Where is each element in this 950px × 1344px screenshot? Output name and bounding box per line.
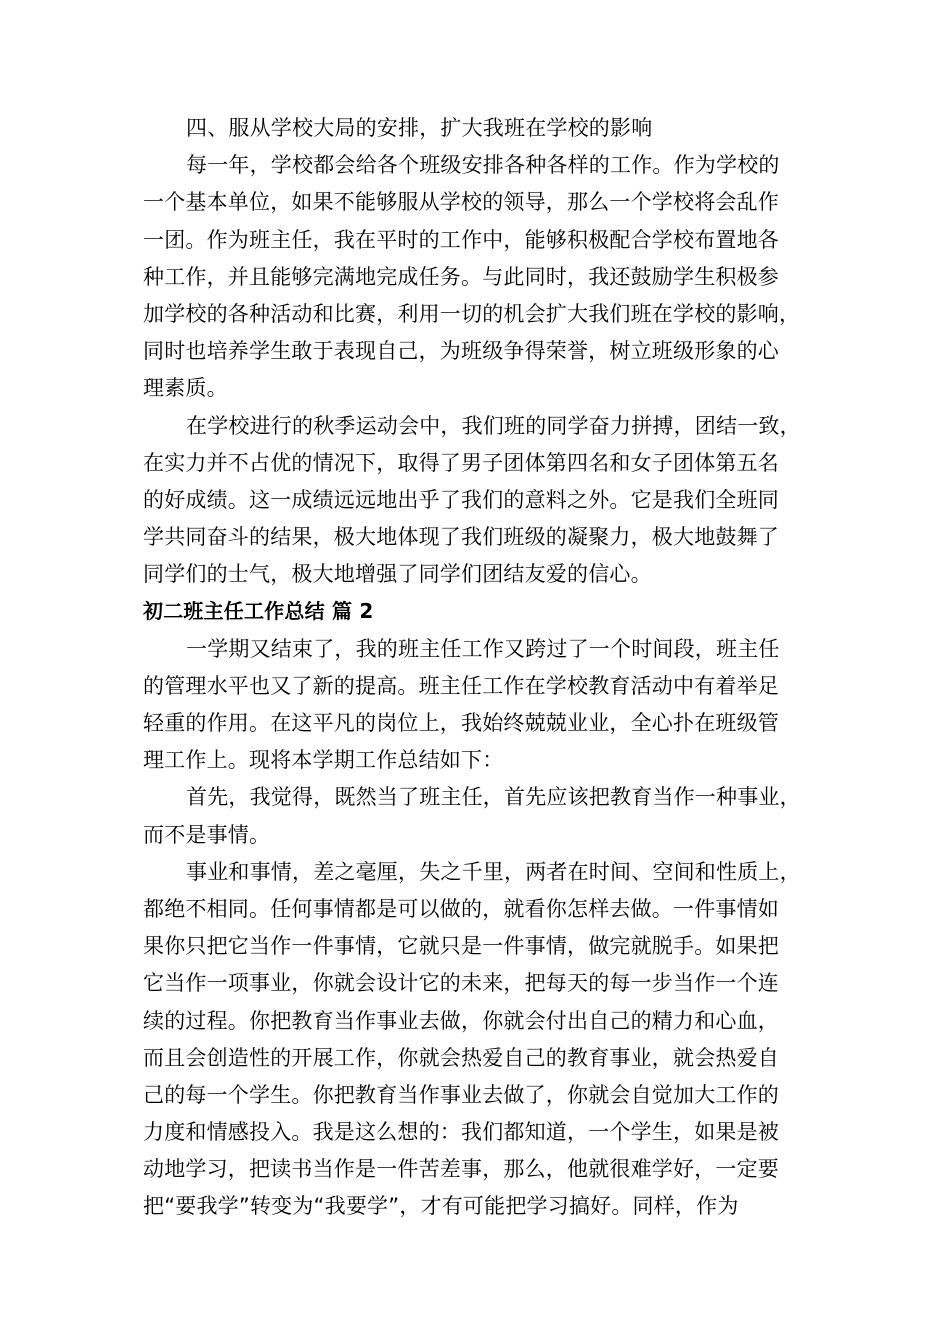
paragraph-line: 而不是事情。: [143, 822, 271, 847]
paragraph-line: 在学校进行的秋季运动会中，我们班的同学奋力拼搏，团结一致，: [186, 413, 801, 438]
paragraph-line: 的管理水平也又了新的提高。班主任工作在学校教育活动中有着举足: [143, 673, 779, 698]
paragraph-line: 动地学习，把读书当作是一件苦差事，那么，他就很难学好，一定要: [143, 1157, 779, 1182]
paragraph-line: 加学校的各种活动和比赛，利用一切的机会扩大我们班在学校的影响，: [143, 301, 801, 326]
paragraph-line: 一学期又结束了，我的班主任工作又跨过了一个时间段，班主任: [186, 636, 780, 661]
paragraph-line: 理工作上。现将本学期工作总结如下：: [143, 748, 504, 773]
paragraph-line: 一团。作为班主任，我在平时的工作中，能够积极配合学校布置地各: [143, 227, 779, 252]
paragraph-line: 学共同奋斗的结果，极大地体现了我们班级的凝聚力，极大地鼓舞了: [143, 525, 779, 550]
paragraph-line: 它当作一项事业，你就会设计它的未来，把每天的每一步当作一个连: [143, 971, 779, 996]
paragraph-line: 同时也培养学生敢于表现自己，为班级争得荣誉，树立班级形象的心: [143, 339, 779, 364]
paragraph-line: 的好成绩。这一成绩远远地出乎了我们的意料之外。它是我们全班同: [143, 487, 779, 512]
paragraph-line: 事业和事情，差之毫厘，失之千里，两者在时间、空间和性质上，: [186, 859, 801, 884]
paragraph-line: 都绝不相同。任何事情都是可以做的，就看你怎样去做。一件事情如: [143, 896, 779, 921]
article-title: 初二班主任工作总结 篇 2: [143, 599, 374, 624]
paragraph-line: 己的每一个学生。你把教育当作事业去做了，你就会自觉加大工作的: [143, 1082, 779, 1107]
paragraph-line: 而且会创造性的开展工作，你就会热爱自己的教育事业，就会热爱自: [143, 1045, 779, 1070]
document-body: [143, 110, 823, 1226]
paragraph-line: 每一年，学校都会给各个班级安排各种各样的工作。作为学校的: [186, 153, 780, 178]
paragraph-line: 续的过程。你把教育当作事业去做，你就会付出自己的精力和心血，: [143, 1008, 779, 1033]
paragraph-line: 种工作，并且能够完满地完成任务。与此同时，我还鼓励学生积极参: [143, 264, 779, 289]
paragraph-line: 轻重的作用。在这平凡的岗位上，我始终兢兢业业，全心扑在班级管: [143, 711, 779, 735]
section-heading: 四、服从学校大局的安排，扩大我班在学校的影响: [186, 116, 653, 140]
paragraph-line: 理素质。: [143, 376, 228, 401]
paragraph-line: 一个基本单位，如果不能够服从学校的领导，那么一个学校将会乱作: [143, 190, 779, 215]
paragraph-line: 首先，我觉得，既然当了班主任，首先应该把教育当作一种事业，: [186, 785, 801, 810]
paragraph-line: 同学们的士气，极大地增强了同学们团结友爱的信心。: [143, 562, 652, 587]
paragraph-line: 把“要我学”转变为“我要学”，才有可能把学习搞好。同样，作为: [143, 1194, 739, 1219]
paragraph-line: 在实力并不占优的情况下，取得了男子团体第四名和女子团体第五名: [143, 450, 779, 475]
paragraph-line: 力度和情感投入。我是这么想的：我们都知道，一个学生，如果是被: [143, 1120, 779, 1145]
paragraph-line: 果你只把它当作一件事情，它就只是一件事情，做完就脱手。如果把: [143, 934, 779, 959]
